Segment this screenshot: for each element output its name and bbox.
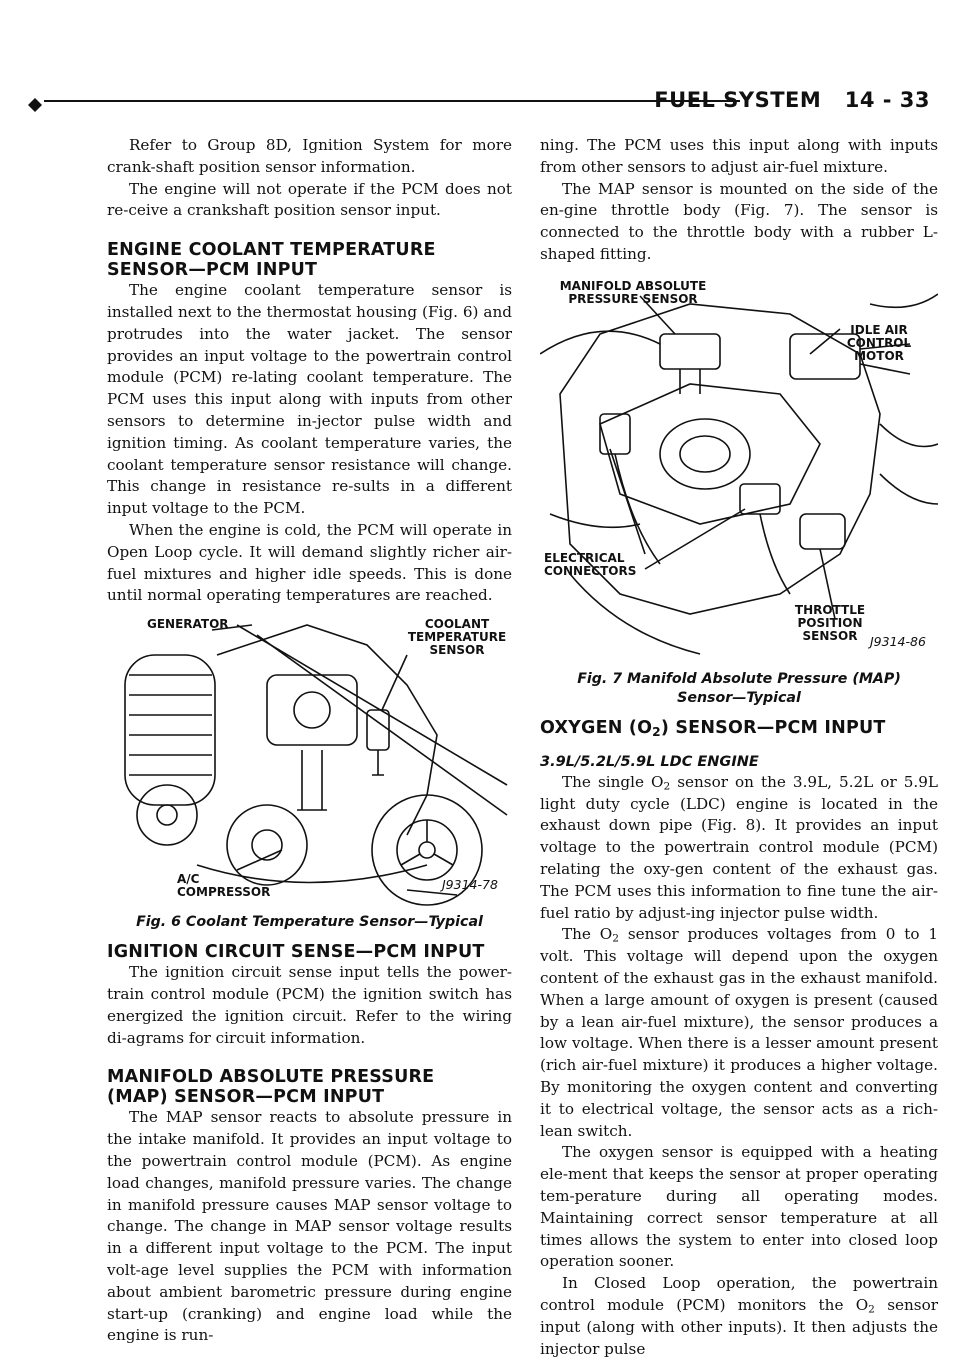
heading-text: ) SENSOR—PCM INPUT: [660, 717, 886, 738]
text: sensor produces voltages from 0 to 1 volt. This voltage will depend upon the oxygen content of the exhaust gas in the exhaust manifold. When a large amount of oxygen is present (caused by a lean air-fuel mixture), the sensor produces a low voltage. When there is a lesser amount present (rich air-fuel mixture) it produces a higher voltage. By monitoring the oxygen content and converting it to electrical voltage, the sensor acts as a rich-lean switch.: [540, 925, 939, 1140]
label-map-sensor: MANIFOLD ABSOLUTE PRESSURE SENSOR: [559, 278, 707, 306]
label-throttle-position-sensor: THROTTLE POSITION SENSOR: [794, 602, 866, 643]
figure-id: J9314-78: [442, 877, 498, 893]
label-ac-compressor: A/C COMPRESSOR: [177, 872, 271, 900]
figure-6: [107, 615, 512, 907]
heading-ect-sensor: ENGINE COOLANT TEMPERATURE SENSOR—PCM INPUT: [107, 240, 436, 281]
label-electrical-connectors: ELECTRICAL CONNECTORS: [544, 550, 637, 578]
coolant-sensor-illustration: [107, 615, 512, 907]
text: The O: [562, 925, 613, 944]
figure-7: [540, 274, 938, 666]
text: The single O: [562, 772, 664, 791]
paragraph: Refer to Group 8D, Ignition System for more crank-shaft position sensor information.: [107, 136, 512, 176]
paragraph: The engine coolant temperature sensor is installed next to the thermostat housing (Fig. 6) and protrudes into the water jacket. The sensor provides an input voltage to the powertrain control module (PCM) re-lating coolant temperature. The PCM uses this input along with inputs from other sensors to determine in-jector pulse width and ignition timing. As coolant temperature varies, the coolant temperature sensor resistance will change. This change in resistance re-sults in a different input voltage to the PCM.: [107, 281, 512, 518]
text: sensor input (along with other inputs). It then adjusts the injector pulse: [540, 1295, 938, 1358]
label-generator: GENERATOR: [147, 617, 229, 632]
subheading-engine: 3.9L/5.2L/5.9L LDC ENGINE: [540, 753, 759, 770]
diamond-icon: [28, 98, 42, 112]
figure-id: J9314-86: [870, 633, 926, 649]
text: In Closed Loop operation, the powertrain control module (PCM) monitors the O: [540, 1274, 938, 1314]
paragraph: The oxygen sensor is equipped with a heating ele-ment that keeps the sensor at proper operating tem-perature during all operating modes. Maintaining correct sensor temperature at all times allows the system to enter into closed loop operation sooner.: [540, 1143, 938, 1271]
subscript: 2: [612, 932, 619, 946]
label-coolant-sensor: COOLANT TEMPERATURE SENSOR: [407, 617, 507, 658]
section-name: FUEL SYSTEM: [654, 88, 822, 112]
header-rule: [44, 100, 740, 102]
paragraph: [540, 1273, 938, 1360]
label-idle-air-control: IDLE AIR CONTROL MOTOR: [846, 322, 912, 363]
paragraph: [540, 772, 938, 925]
figure-6-caption: Fig. 6 Coolant Temperature Sensor—Typical: [136, 914, 483, 931]
paragraph: The ignition circuit sense input tells the power-train control module (PCM) the ignition switch has energized the ignition circuit. Refer to the wiring di-agrams for circuit information.: [107, 963, 512, 1047]
heading-text: OXYGEN (O: [540, 717, 653, 738]
left-column: [107, 135, 512, 1347]
paragraph: The engine will not operate if the PCM does not re-ceive a crankshaft position sensor input.: [107, 179, 512, 220]
subscript: 2: [663, 779, 671, 793]
text: sensor on the 3.9L, 5.2L or 5.9L light duty cycle (LDC) engine is located in the exhaust down pipe (Fig. 8). It provides an input voltage to the powertrain control module (PCM) relating the oxy-gen content of the exhaust gas. The PCM uses this information to fine tune the air-fuel ratio by adjust-ing injector pulse width.: [540, 772, 938, 922]
paragraph: The MAP sensor reacts to absolute pressure in the intake manifold. It provides an input voltage to the powertrain control module (PCM). As engine load changes, manifold pressure varies. The change in manifold pressure causes MAP sensor voltage to change. The change in MAP sensor voltage results in a different input voltage to the PCM. The input volt-age level supplies the PCM with information about ambient barometric pressure during engine start-up (cranking) and engine load while the engine is run-: [107, 1108, 512, 1345]
right-column: [540, 135, 938, 1360]
paragraph: [540, 924, 938, 1142]
page-number: 14 - 33: [844, 88, 930, 112]
figure-7-caption: Fig. 7 Manifold Absolute Pressure (MAP) Sensor—Typical: [577, 670, 901, 706]
paragraph: The MAP sensor is mounted on the side of the en-gine throttle body (Fig. 7). The sensor is connected to the throttle body with a rubber L-shaped fitting.: [540, 179, 938, 263]
paragraph: When the engine is cold, the PCM will operate in Open Loop cycle. It will demand slightly richer air-fuel mixtures and higher idle speeds. This is done until normal operating temperatures are reached.: [107, 520, 512, 605]
paragraph: ning. The PCM uses this input along with inputs from other sensors to adjust air-fuel mixture.: [540, 136, 938, 176]
heading-map-sensor: MANIFOLD ABSOLUTE PRESSURE (MAP) SENSOR—PCM INPUT: [107, 1067, 435, 1108]
heading-ignition-sense: IGNITION CIRCUIT SENSE—PCM INPUT: [107, 942, 485, 963]
subscript: 2: [868, 1302, 875, 1316]
header-title: [654, 88, 930, 112]
subscript: 2: [652, 724, 661, 739]
heading-oxygen-sensor: [540, 718, 938, 738]
